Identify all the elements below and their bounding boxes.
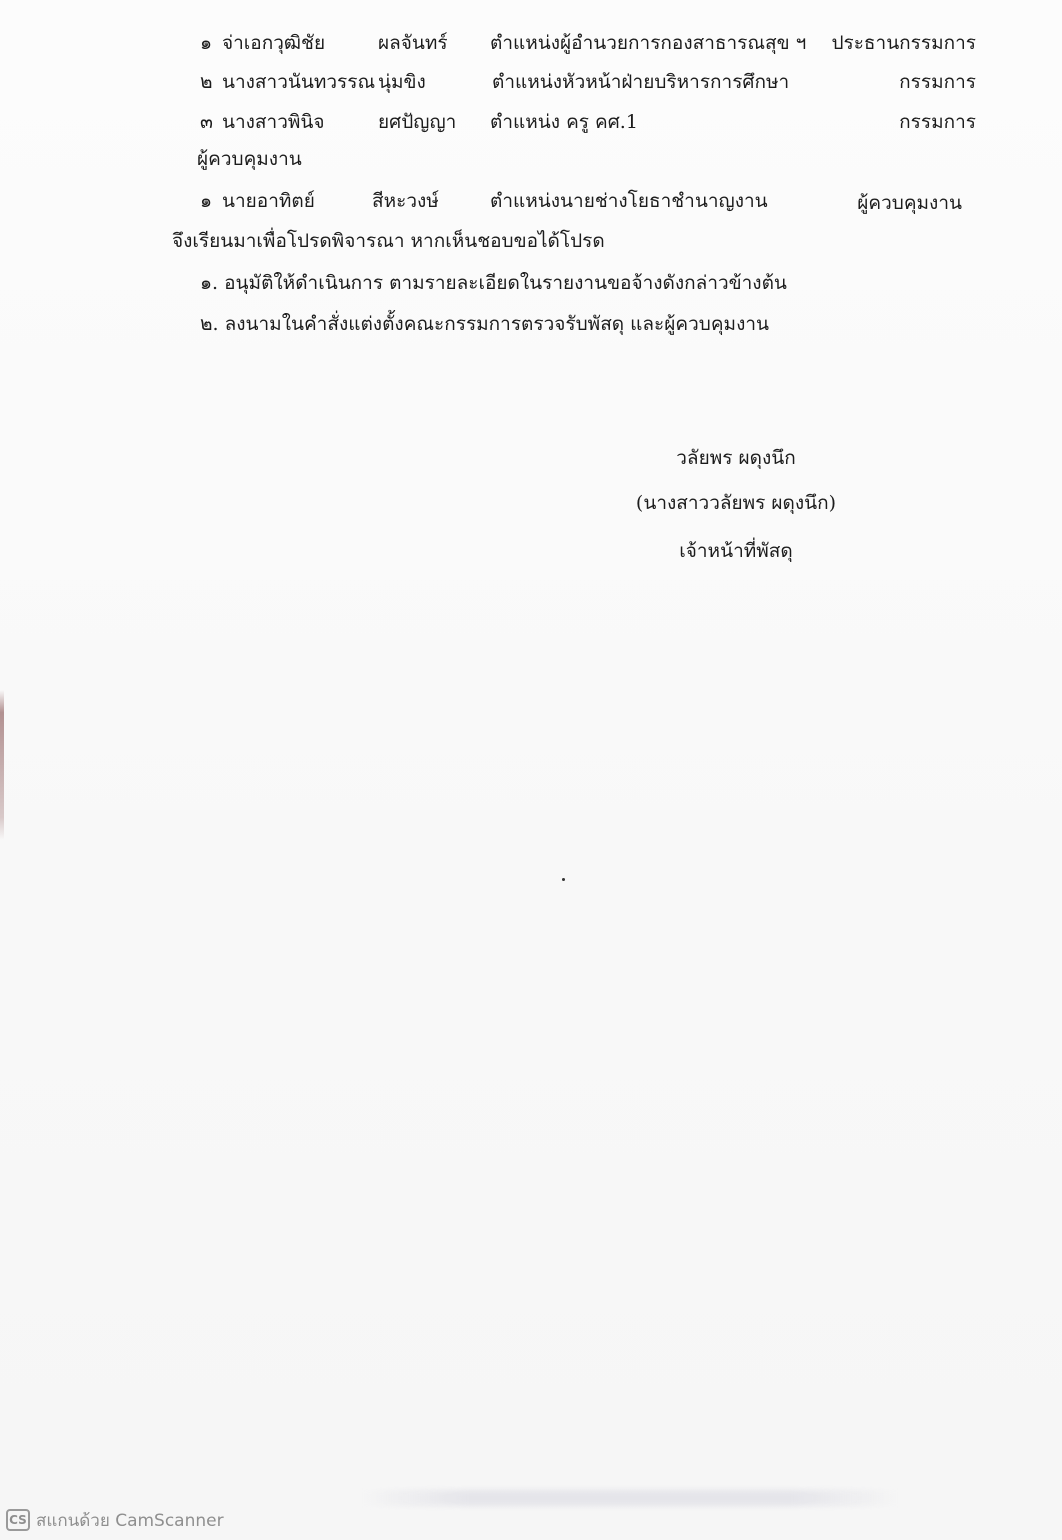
supervisor-position: ตำแหน่งนายช่างโยธาชำนาญงาน [490,190,768,212]
row-number: ๑ [200,32,213,54]
member-last-name: นุ่มขิง [378,71,426,93]
request-text: จึงเรียนมาเพื่อโปรดพิจารณา หากเห็นชอบขอได้โปรด [172,230,605,252]
supervisor-heading: ผู้ควบคุมงาน [197,148,302,170]
member-role: ประธานกรรมการ [831,32,976,54]
signature-title: เจ้าหน้าที่พัสดุ [679,540,793,562]
member-last-name: ยศปัญญา [378,111,457,133]
watermark-text: สแกนด้วย CamScanner [36,1510,224,1531]
member-first-name: จ่าเอกวุฒิชัย [222,32,326,54]
action-item: ๑. อนุมัติให้ดำเนินการ ตามรายละเอียดในรายงานขอจ้างดังกล่าวข้างต้น [200,272,787,294]
action-item: ๒. ลงนามในคำสั่งแต่งตั้งคณะกรรมการตรวจรับพัสดุ และผู้ควบคุมงาน [200,313,770,335]
member-role: กรรมการ [899,71,976,93]
row-number: ๒ [200,71,213,93]
camscanner-logo-icon: CS [6,1509,30,1531]
supervisor-role: ผู้ควบคุมงาน [857,192,962,214]
stray-mark [562,878,565,881]
scan-edge-shadow [0,690,4,840]
signature-name: วลัยพร ผดุงนึก [676,447,796,469]
member-role: กรรมการ [899,111,976,133]
member-last-name: ผลจันทร์ [378,32,448,54]
signature-full-name: (นางสาววลัยพร ผดุงนึก) [635,492,837,514]
member-position: ตำแหน่งผู้อำนวยการกองสาธารณสุข ฯ [490,32,807,54]
row-number: ๓ [200,111,213,133]
member-position: ตำแหน่งหัวหน้าฝ่ายบริหารการศึกษา [492,71,790,93]
scan-smudge [360,1490,900,1506]
scanner-watermark [6,1507,224,1533]
supervisor-last-name: สีหะวงษ์ [372,190,439,212]
member-first-name: นางสาวนันทวรรณ [222,71,376,93]
member-position: ตำแหน่ง ครู คศ.1 [490,111,638,133]
member-first-name: นางสาวพินิจ [222,111,325,133]
row-number: ๑ [200,190,213,212]
supervisor-first-name: นายอาทิตย์ [222,190,315,212]
